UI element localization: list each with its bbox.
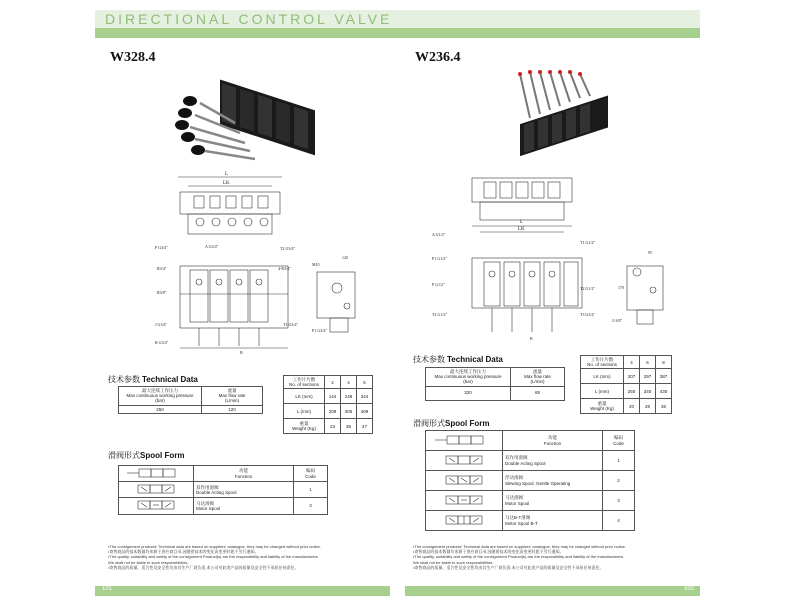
left-model-title: W328.4 [110, 50, 156, 65]
spool-symbol-slewing-icon [444, 474, 484, 486]
left-page-number: 101 [102, 586, 113, 592]
right-front-view-drawing [462, 240, 592, 340]
left-port-b: B [240, 350, 243, 355]
left-port-r: R G3/4" [155, 340, 169, 345]
right-notes: •The consignment products' Technical data are based on suppliers' catalogue, they may be changed without prior notice. •寄售商品的技术数据均来源于供应商目录,因随着技术的变化而变更时恕不另行通知。 •The quality, suitability and safety of the consignment Product(s) are the responsibility and liability of the manufacturers. We shall not be liable to such responsibilities. •寄售商品的质量、适合性及安全性均由其生产厂商负责,本公司对此类产品的质量及安全性不承担任何责任。 [413, 544, 626, 570]
left-tech-table: 最大连续工作压力 Max continuous working pressure (bar) 流量 Max flow rate (L/min) 250 120 [118, 386, 263, 414]
right-port-t2: T2 G1/2" [580, 286, 596, 291]
left-notes: •The consignment products' Technical data are based on suppliers' catalogue, they may be changed without prior notice. •寄售商品的技术数据均来源于供应商目录,因随着技术的变化而变更时恕不另行通知。 •The quality, suitability and safety of the consignment Product(s) are the responsibility and liability of the manufacturers. We shall not be liable to such responsibilities. •寄售商品的质量、适合性及安全性均由其生产厂商负责,本公司对此类产品的质量及安全性不承担任何责任。 [108, 544, 321, 570]
spool-symbol-header-icon [433, 434, 495, 446]
right-port-p: P G1/2" [432, 282, 445, 287]
right-tech-title: 技术参数 Technical Data [413, 355, 503, 364]
spool-symbol-motor-icon [444, 494, 484, 506]
right-dim-170: 170 [618, 285, 624, 290]
left-dim-120: 120 [342, 255, 348, 260]
left-port-j: J G3/4" [155, 322, 168, 327]
spool-symbol-motor-icon [136, 499, 176, 511]
left-dim-m10: M10 [312, 262, 320, 267]
right-tech-table: 最大连续工作压力 Max continuous working pressure (bar) 流量 Max flow rate (L/min) 320 65 [425, 367, 565, 401]
spool-symbol-header-icon [125, 467, 187, 479]
right-port-p1: P1 G1/2" [432, 256, 447, 261]
left-port-4r: 4-R3/4" [278, 266, 291, 271]
left-port-p1: P1 G3/4" [312, 328, 327, 333]
header-accent-bar [95, 28, 700, 38]
right-port-t4: T4 G1/2" [432, 312, 448, 317]
left-valve-product-image [160, 75, 330, 170]
left-side-view-drawing [305, 262, 365, 337]
left-footer-bar [95, 586, 390, 596]
left-sections-table: 工作片片数 No. of sections 2 4 6 LK (mm) 144 249 344 L (mm) 209 305 409 重量 Weight (Kg) 23 35 47 [283, 375, 373, 434]
left-dim-l: L [225, 172, 229, 177]
spool-symbol-double-acting-icon [444, 454, 484, 466]
left-port-p: P G3/4" [155, 245, 168, 250]
right-dim-l: L [520, 220, 524, 225]
right-spool-title: 滑阀形式Spool Form [413, 419, 490, 428]
right-dim-95: 95 [648, 250, 652, 255]
left-port-t2: T2 G3/4" [280, 246, 296, 251]
right-port-t3: T3 G3/4" [580, 312, 596, 317]
left-top-view-drawing [170, 172, 290, 242]
left-spool-table: 功能 Function 编码 Code 双作用滑阀 Double Acting Spool 1 马达滑阀 Motor Spool 3 [118, 465, 328, 515]
right-port-t1: T1 G1/2" [580, 240, 596, 245]
right-dim-lk: LK [518, 227, 525, 232]
left-port-r34: R3/4" [157, 266, 167, 271]
right-page-number: 102 [684, 586, 695, 592]
spool-symbol-motor-bt-icon [444, 514, 484, 526]
right-footer-bar [405, 586, 700, 596]
page-title: DIRECTIONAL CONTROL VALVE [105, 11, 393, 27]
spool-symbol-double-acting-icon [136, 483, 176, 495]
right-spool-table: 功能 Function 编码 Code 双作用滑阀 Double Acting Spool 1 浮动滑阀 Slewing Spool, Gentle Operating 2 马达滑阀 Motor Spool 3 马达B-T滑阀 Motor Spool B-T 4 [425, 430, 635, 531]
left-tech-title: 技术参数 Technical Data [108, 375, 198, 384]
left-port-a: A G3/4" [205, 244, 219, 249]
right-port-b: B [530, 336, 533, 341]
right-side-view-drawing [615, 258, 675, 330]
right-model-title: W236.4 [415, 50, 461, 65]
left-dim-lk: LK [223, 181, 230, 186]
right-port-a: A G1/2" [432, 232, 446, 237]
left-port-r38: R3/8" [157, 290, 167, 295]
right-valve-product-image [508, 68, 618, 168]
left-port-t1: T1 G3/4" [283, 322, 299, 327]
right-sections-table: 工作片片数 No. of sections 4 6 8 LK (mm) 207 297 387 L (mm) 250 340 430 重量 Weight (Kg) 20 28 36 [580, 355, 672, 414]
left-front-view-drawing [170, 248, 300, 356]
left-spool-title: 滑阀形式Spool Form [108, 451, 185, 460]
right-hole-spec: 2-3/8" [612, 318, 623, 323]
